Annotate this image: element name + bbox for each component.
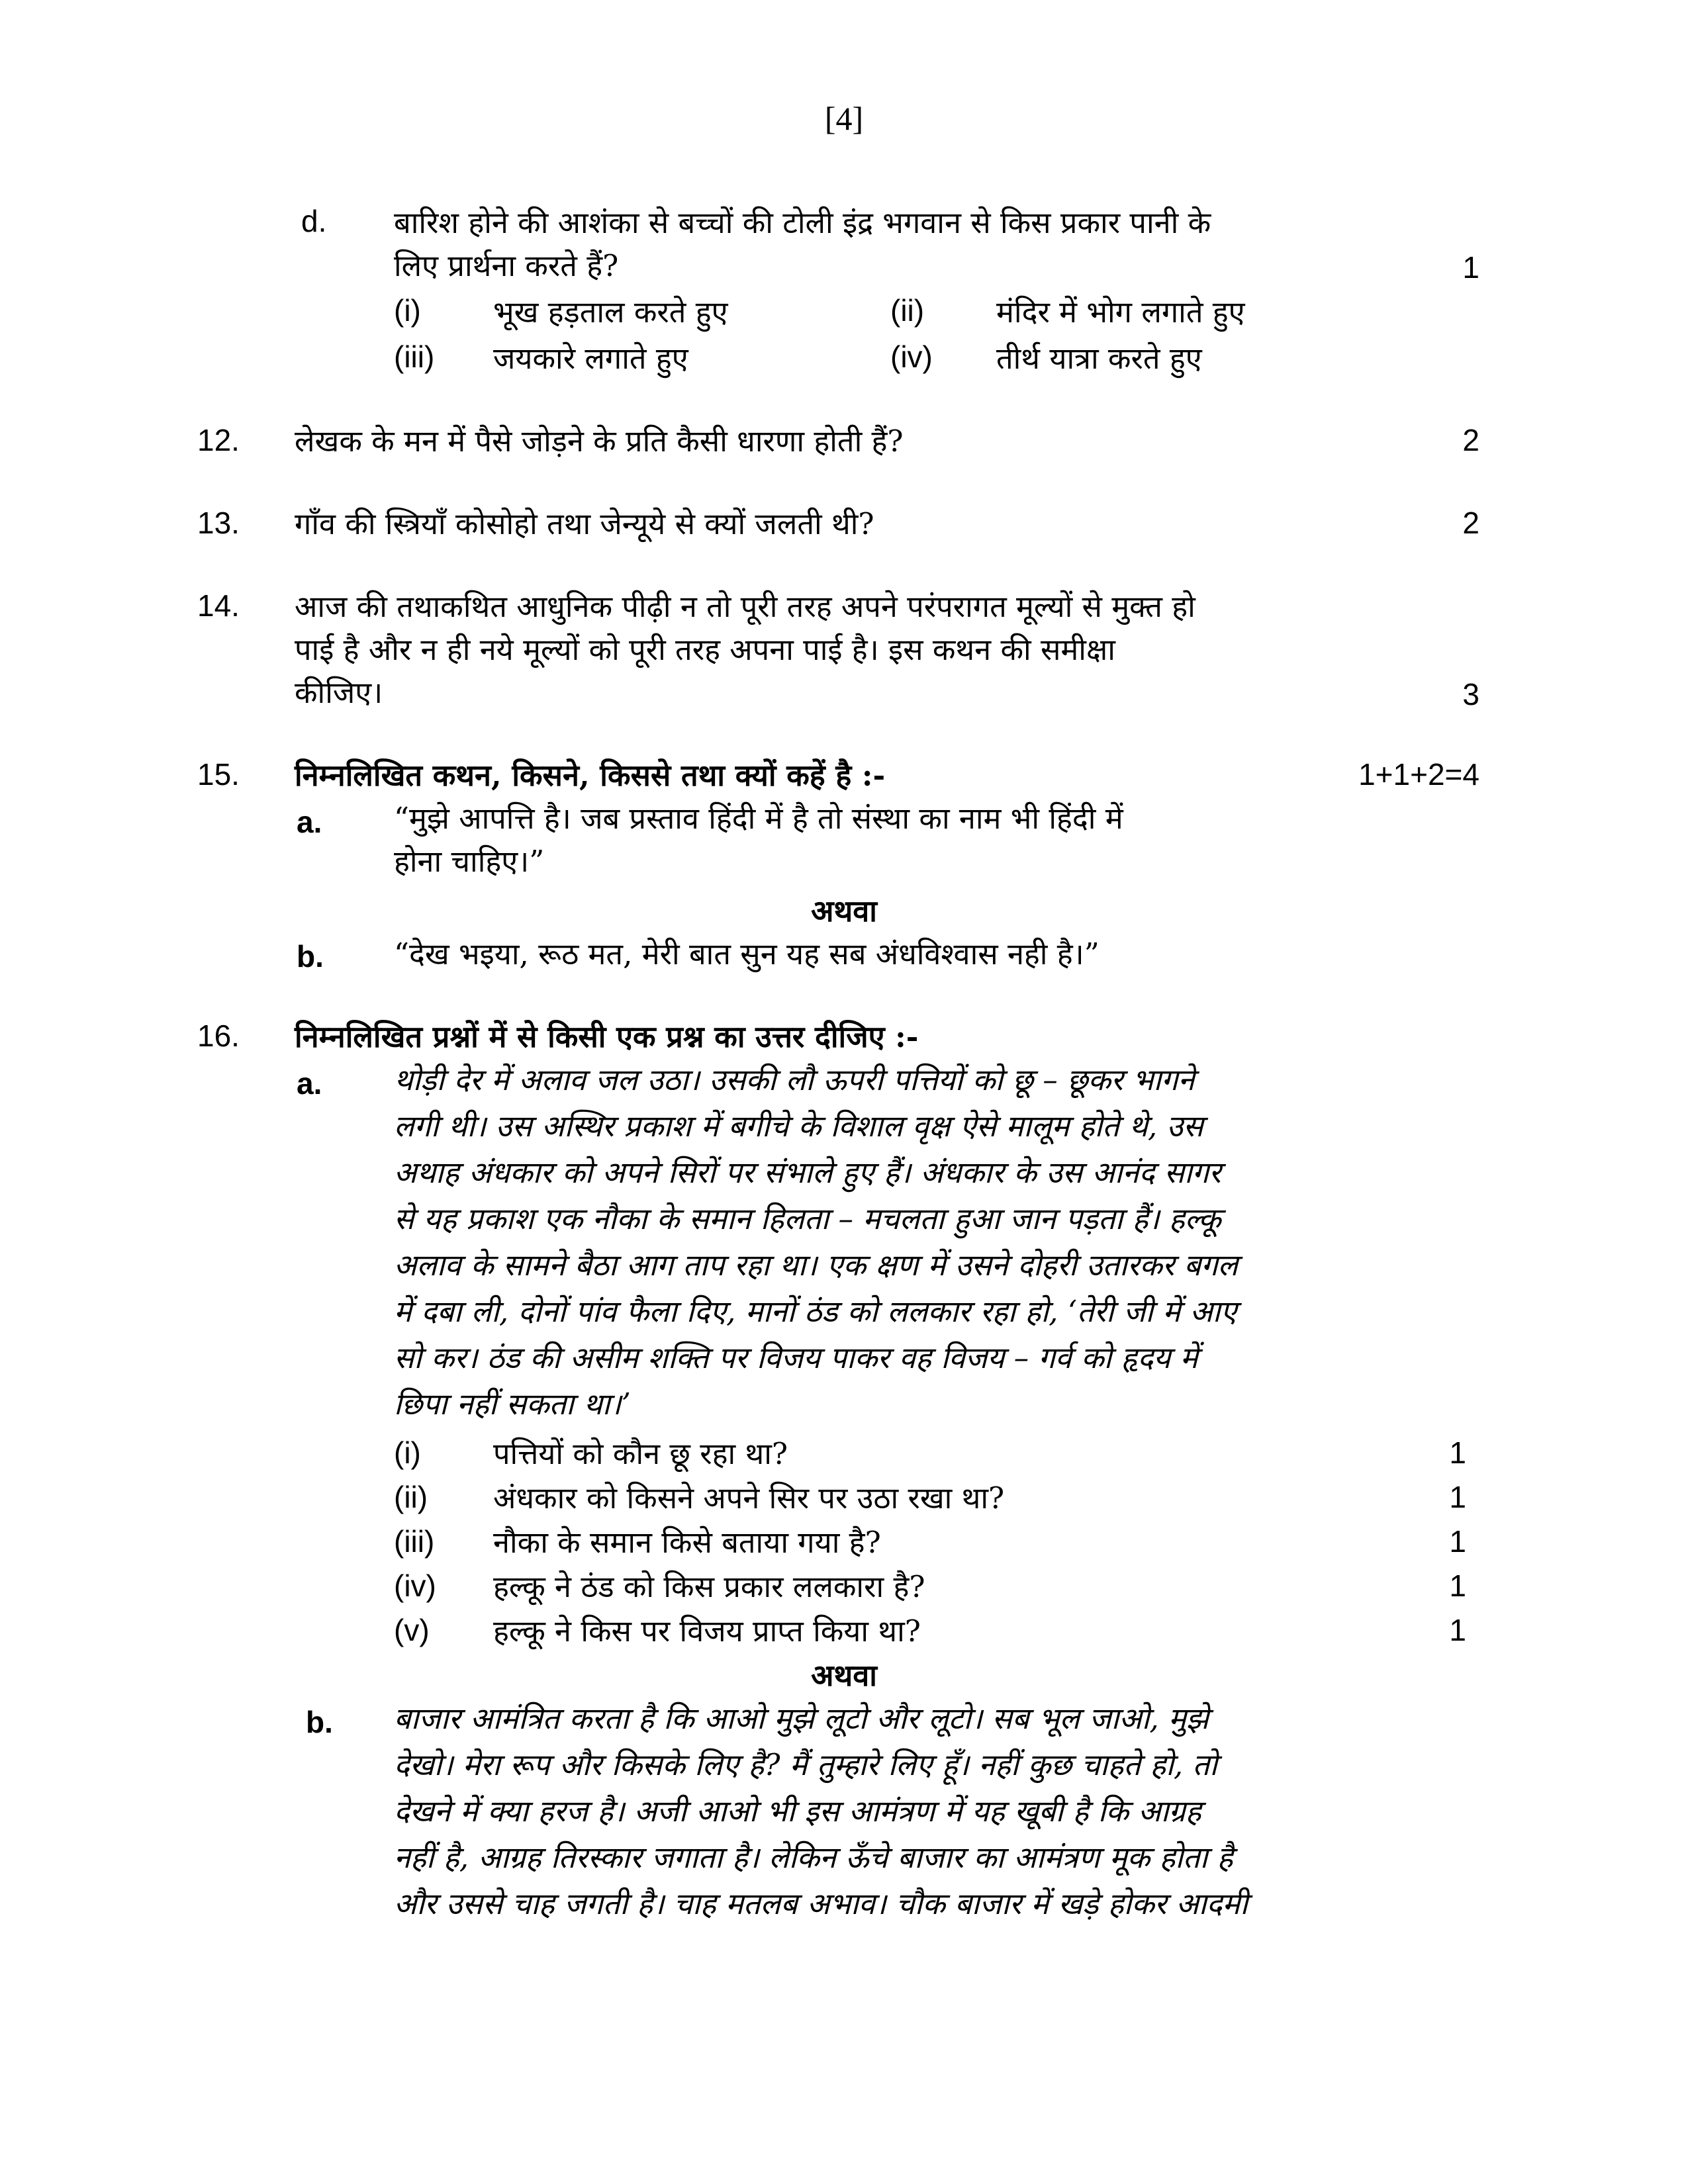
q16-a-passage-line: सो कर। ठंड की असीम शक्ति पर विजय पाकर वह विजय – गर्व को हृदय में [394, 1340, 1198, 1375]
q16-subq-marks: 1 [1449, 1435, 1466, 1470]
q11d-option-text: भूख हड़ताल करते हुए [493, 295, 728, 330]
q14-number: 14. [197, 588, 240, 623]
q16-subq-marks: 1 [1449, 1480, 1466, 1514]
q16-a-passage-line: से यह प्रकाश एक नौका के समान हिलता – मचलता हुआ जान पड़ता हैं। हल्कू [394, 1201, 1221, 1236]
q15-heading: निम्नलिखित कथन, किसने, किससे तथा क्यों कहें है :- [295, 758, 886, 793]
q16-subq-text: नौका के समान किसे बताया गया है? [493, 1525, 881, 1560]
q16-subq-num: (ii) [394, 1480, 428, 1514]
q12-text: लेखक के मन में पैसे जोड़ने के प्रति कैसी धारणा होती हैं? [295, 424, 904, 459]
q11d-option-num: (iii) [394, 340, 435, 374]
q16-a-passage-line: अलाव के सामने बैठा आग ताप रहा था। एक क्षण में उसने दोहरी उतारकर बगल [394, 1248, 1239, 1283]
q16-b-label: b. [306, 1705, 333, 1739]
q16-a-label: a. [297, 1066, 322, 1101]
q13-marks: 2 [1462, 506, 1479, 540]
q16-subq-marks: 1 [1449, 1524, 1466, 1559]
q16-b-passage-line: बाजार आमंत्रित करता है कि आओ मुझे लूटो और लूटो। सब भूल जाओ, मुझे [394, 1701, 1209, 1736]
q14-marks: 3 [1462, 677, 1479, 711]
q16-subq-num: (i) [394, 1435, 421, 1470]
q16-subq-text: पत्तियों को कौन छू रहा था? [493, 1436, 788, 1471]
q12-number: 12. [197, 423, 240, 457]
q16-a-passage-line: छिपा नहीं सकता था।’ [394, 1387, 631, 1422]
q11d-option-text: तीर्थ यात्रा करते हुए [996, 341, 1202, 376]
q15-a-label: a. [297, 805, 322, 839]
q15-a-line1: “मुझे आपत्ति है। जब प्रस्ताव हिंदी में है तो संस्था का नाम भी हिंदी में [394, 801, 1123, 836]
q16-b-passage-line: देखने में क्या हरज है। अजी आओ भी इस आमंत्रण में यह खूबी है कि आग्रह [394, 1794, 1201, 1829]
q16-b-passage-line: नहीं है, आग्रह तिरस्कार जगाता है। लेकिन ऊँचे बाजार का आमंत्रण मूक होता है [394, 1840, 1233, 1875]
q16-subq-num: (iv) [394, 1569, 436, 1603]
q11d-label: d. [301, 204, 327, 238]
q16-b-passage-line: और उससे चाह जगती है। चाह मतलब अभाव। चौक बाजार में खड़े होकर आदमी [394, 1886, 1248, 1921]
q15-a-line2: होना चाहिए।” [394, 844, 545, 879]
q11d-option-num: (iv) [890, 340, 933, 374]
q16-subq-num: (v) [394, 1613, 430, 1647]
q11d-option-text: जयकारे लगाते हुए [493, 341, 688, 376]
q15-b-line1: “देख भइया, रूठ मत, मेरी बात सुन यह सब अंधविश्वास नही है।” [394, 936, 1100, 972]
q16-heading: निम्नलिखित प्रश्नों में से किसी एक प्रश्न का उत्तर दीजिए :- [295, 1019, 919, 1054]
q13-text: गाँव की स्त्रियाँ कोसोहो तथा जेन्यूये से क्यों जलती थी? [295, 506, 874, 541]
q15-marks: 1+1+2=4 [1358, 757, 1479, 792]
q11d-line1: बारिश होने की आशंका से बच्चों की टोली इंद्र भगवान से किस प्रकार पानी के [394, 205, 1211, 240]
q16-or-divider: अथवा [811, 1658, 877, 1693]
q14-line3: कीजिए। [295, 675, 383, 710]
q16-a-passage-line: थोड़ी देर में अलाव जल उठा। उसकी लौ ऊपरी पत्तियों को छू – छूकर भागने [394, 1062, 1195, 1097]
q11d-line2: लिए प्रार्थना करते हैं? [394, 248, 619, 283]
q15-number: 15. [197, 757, 240, 792]
q16-number: 16. [197, 1019, 240, 1053]
q16-subq-num: (iii) [394, 1524, 435, 1559]
q16-subq-text: अंधकार को किसने अपने सिर पर उठा रखा था? [493, 1480, 1005, 1516]
q16-a-passage-line: अथाह अंधकार को अपने सिरों पर संभाले हुए हैं। अंधकार के उस आनंद सागर [394, 1155, 1221, 1190]
q11d-option-num: (i) [394, 293, 421, 328]
q14-line2: पाई है और न ही नये मूल्यों को पूरी तरह अपना पाई है। इस कथन की समीक्षा [295, 632, 1115, 667]
q13-number: 13. [197, 506, 240, 540]
q16-subq-marks: 1 [1449, 1613, 1466, 1647]
q16-subq-text: हल्कू ने किस पर विजय प्राप्त किया था? [493, 1614, 921, 1649]
q11d-option-text: मंदिर में भोग लगाते हुए [996, 295, 1245, 330]
q16-subq-marks: 1 [1449, 1569, 1466, 1603]
q12-marks: 2 [1462, 423, 1479, 457]
q11d-marks: 1 [1462, 250, 1479, 285]
q16-a-passage-line: में दबा ली, दोनों पांव फैला दिए, मानों ठंड को ललकार रहा हो, ‘तेरी जी में आए [394, 1294, 1237, 1329]
q16-subq-text: हल्कू ने ठंड को किस प्रकार ललकारा है? [493, 1569, 925, 1604]
q14-line1: आज की तथाकथित आधुनिक पीढ़ी न तो पूरी तरह अपने परंपरागत मूल्यों से मुक्त हो [295, 589, 1196, 624]
q15-b-label: b. [297, 939, 324, 974]
q16-b-passage-line: देखो। मेरा रूप और किसके लिए है? मैं तुम्हारे लिए हूँ। नहीं कुछ चाहते हो, तो [394, 1747, 1217, 1782]
q16-a-passage-line: लगी थी। उस अस्थिर प्रकाश में बगीचे के विशाल वृक्ष ऐसे मालूम होते थे, उस [394, 1109, 1203, 1144]
q15-or-divider: अथवा [811, 893, 877, 929]
page-number: [4] [824, 100, 864, 137]
q11d-option-num: (ii) [890, 293, 925, 328]
